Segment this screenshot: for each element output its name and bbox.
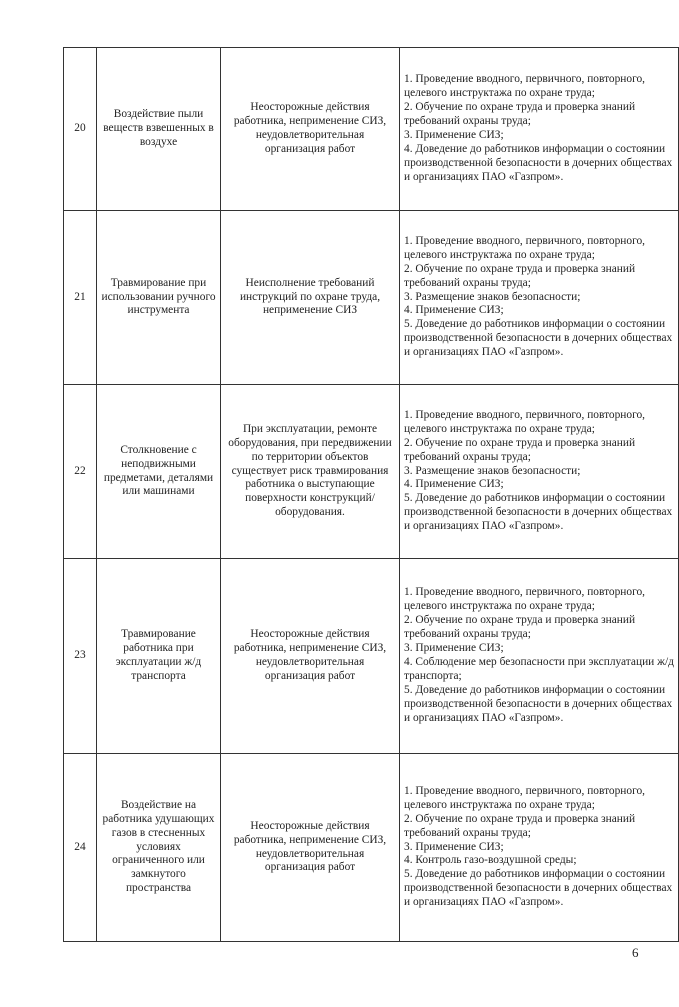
measure-item: 3. Размещение знаков безопасности; xyxy=(404,464,581,477)
measures-cell xyxy=(400,48,679,211)
measures-cell xyxy=(400,211,679,385)
table-row xyxy=(64,211,679,385)
hazard-cell: Воздействие на работника удушающих газов в стесненных условиях ограниченного или замкнутого пространства xyxy=(97,754,221,942)
measure-item: 3. Размещение знаков безопасности; xyxy=(404,290,581,303)
row-number: 23 xyxy=(64,559,97,754)
row-number: 22 xyxy=(64,385,97,559)
table-row xyxy=(64,48,679,211)
measures-cell xyxy=(400,559,679,754)
hazard-table xyxy=(63,47,679,942)
measure-item: 1. Проведение вводного, первичного, повторного, целевого инструктажа по охране труда; xyxy=(404,408,646,435)
measure-item: 5. Доведение до работников информации о состоянии производственной безопасности в дочерних обществах и организациях ПАО «Газпром». xyxy=(404,492,673,533)
table-row xyxy=(64,559,679,754)
measures-cell xyxy=(400,385,679,559)
row-number: 20 xyxy=(64,48,97,211)
table-row xyxy=(64,754,679,942)
row-number: 21 xyxy=(64,211,97,385)
measure-item: 3. Применение СИЗ; xyxy=(404,642,504,655)
page-number: 6 xyxy=(632,945,639,960)
measure-item: 2. Обучение по охране труда и проверка знаний требований охраны труда; xyxy=(404,614,636,641)
measure-item: 5. Доведение до работников информации о состоянии производственной безопасности в дочерних обществах и организациях ПАО «Газпром». xyxy=(404,318,673,359)
measure-item: 5. Доведение до работников информации о состоянии производственной безопасности в дочерних обществах и организациях ПАО «Газпром». xyxy=(404,683,673,724)
measure-item: 1. Проведение вводного, первичного, повторного, целевого инструктажа по охране труда; xyxy=(404,73,646,100)
hazard-cell: Воздействие пыли веществ взвешенных в воздухе xyxy=(97,48,221,211)
measure-item: 4. Применение СИЗ; xyxy=(404,478,504,491)
cause-cell: При эксплуатации, ремонте оборудования, при передвижении по территории объектов существует риск травмирования работника о выступающие поверхности конструкций/ оборудования. xyxy=(221,385,400,559)
measure-item: 2. Обучение по охране труда и проверка знаний требований охраны труда; xyxy=(404,812,636,839)
measure-item: 4. Соблюдение мер безопасности при эксплуатации ж/д транспорта; xyxy=(404,656,674,682)
measure-item: 4. Применение СИЗ; xyxy=(404,304,504,317)
measure-item: 1. Проведение вводного, первичного, повторного, целевого инструктажа по охране труда; xyxy=(404,234,646,261)
measure-item: 3. Применение СИЗ; xyxy=(404,129,504,141)
measure-item: 4. Контроль газо-воздушной среды; xyxy=(404,854,577,867)
hazard-cell: Травмирование при использовании ручного инструмента xyxy=(97,211,221,385)
measure-item: 4. Доведение до работников информации о состоянии производственной безопасности в дочерних обществах и организациях ПАО «Газпром». xyxy=(404,142,673,183)
measures-cell xyxy=(400,754,679,942)
measure-item: 2. Обучение по охране труда и проверка знаний требований охраны труда; xyxy=(404,262,636,289)
cause-cell: Неосторожные действия работника, неприменение СИЗ, неудовлетворительная организация работ xyxy=(221,48,400,211)
row-number: 24 xyxy=(64,754,97,942)
measure-item: 5. Доведение до работников информации о состоянии производственной безопасности в дочерних обществах и организациях ПАО «Газпром». xyxy=(404,868,673,909)
table-row xyxy=(64,385,679,559)
measure-item: 1. Проведение вводного, первичного, повторного, целевого инструктажа по охране труда; xyxy=(404,784,646,811)
cause-cell: Неисполнение требований инструкций по охране труда, неприменение СИЗ xyxy=(221,211,400,385)
cause-cell: Неосторожные действия работника, неприменение СИЗ, неудовлетворительная организация работ xyxy=(221,559,400,754)
measure-item: 3. Применение СИЗ; xyxy=(404,840,504,853)
hazard-cell: Столкновение с неподвижными предметами, деталями или машинами xyxy=(97,385,221,559)
hazard-cell: Травмирование работника при эксплуатации ж/д транспорта xyxy=(97,559,221,754)
measure-item: 2. Обучение по охране труда и проверка знаний требований охраны труда; xyxy=(404,101,636,128)
cause-cell: Неосторожные действия работника, неприменение СИЗ, неудовлетворительная организация работ xyxy=(221,754,400,942)
measure-item: 1. Проведение вводного, первичного, повторного, целевого инструктажа по охране труда; xyxy=(404,586,646,613)
measure-item: 2. Обучение по охране труда и проверка знаний требований охраны труда; xyxy=(404,436,636,463)
